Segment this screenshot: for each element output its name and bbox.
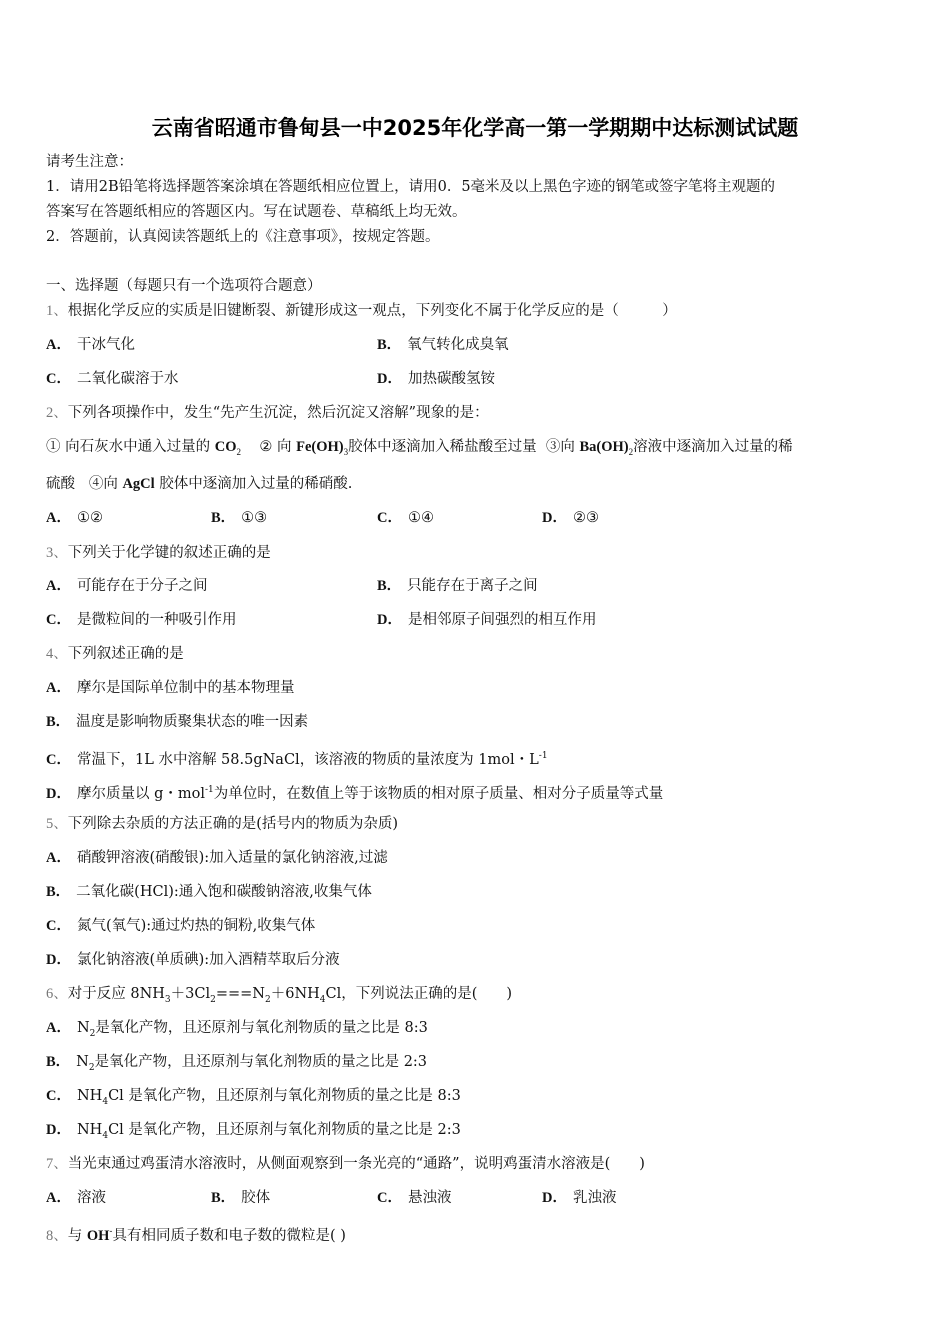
item-2-rest: 胶体中逐滴加入稀盐酸至过量: [348, 439, 537, 455]
q5-option-b: [46, 882, 372, 902]
option-letter: C．: [377, 510, 402, 526]
q7-option-b: [211, 1188, 270, 1208]
option-letter: C．: [46, 612, 71, 628]
option-text: 干冰气化: [76, 337, 135, 353]
option-text: 二氧化碳溶于水: [76, 371, 179, 387]
option-text: 摩尔质量以 g・mol: [76, 785, 205, 802]
option-text: 悬浊液: [407, 1190, 452, 1206]
option-text: 二氧化碳(HCl):通入饱和碳酸钠溶液,收集气体: [76, 884, 372, 900]
option-letter: C．: [46, 1088, 71, 1104]
formula: NH: [76, 1088, 103, 1104]
subscript: 3: [343, 446, 349, 457]
notice-line-3: 2．答题前，认真阅读答题纸上的《注意事项》，按规定答题。: [46, 229, 440, 245]
notice-line-2: 答案写在答题纸相应的答题区内。写在试题卷、草稿纸上均无效。: [46, 204, 467, 220]
option-letter: B．: [211, 510, 236, 526]
question-1-stem: [46, 301, 677, 321]
option-text: 常温下，1L 水中溶解 58.5gNaCl，该溶液的物质的量浓度为 1mol・L: [76, 751, 539, 768]
subscript: 2: [89, 1028, 96, 1039]
question-number: 6、: [46, 986, 68, 1002]
q6-option-d: [46, 1120, 461, 1146]
subscript: 3: [164, 994, 171, 1005]
formula-co2: CO: [214, 439, 237, 455]
option-text: 摩尔是国际单位制中的基本物理量: [76, 680, 295, 696]
option-letter: C．: [46, 751, 71, 768]
equation-part: ＋6NH: [270, 986, 320, 1002]
question-3-stem: [46, 543, 271, 563]
q5-option-c: [46, 916, 315, 936]
q6-option-b: [46, 1052, 427, 1078]
option-text: 是相邻原子间强烈的相互作用: [407, 612, 597, 628]
formula: NH: [76, 1122, 103, 1138]
option-text: Cl 是氧化产物，且还原剂与氧化剂物质的量之比是 2:3: [108, 1122, 461, 1138]
q3-option-d: [377, 610, 596, 630]
question-text-rest: 具有相同质子数和电子数的微粒是( ): [112, 1227, 346, 1244]
equation-part: ＋3Cl: [170, 986, 211, 1002]
q2-items-line-2: [46, 474, 352, 494]
q7-option-c: [377, 1188, 451, 1208]
superscript: -1: [538, 751, 548, 761]
q3-option-b: [377, 576, 538, 596]
notice-line-1: 1．请用2B铅笔将选择题答案涂填在答题纸相应位置上，请用0．5毫米及以上黑色字迹的钢笔或签字笔将主观题的: [46, 179, 776, 195]
option-letter: D．: [46, 1122, 71, 1138]
question-6-stem: [46, 984, 512, 1010]
question-text: 下列叙述正确的是: [67, 646, 184, 662]
question-text: 下列关于化学键的叙述正确的是: [67, 545, 271, 561]
superscript: -: [109, 1227, 113, 1237]
option-text: 是氧化产物，且还原剂与氧化剂物质的量之比是 8:3: [95, 1020, 428, 1036]
question-text: 当光束通过鸡蛋清水溶液时，从侧面观察到一条光亮的“通路”，说明鸡蛋清水溶液是( ): [67, 1156, 645, 1172]
q2-option-c: [377, 508, 434, 528]
question-7-stem: [46, 1154, 645, 1174]
option-letter: B．: [377, 578, 402, 594]
question-text: 下列各项操作中，发生“先产生沉淀，然后沉淀又溶解”现象的是：: [67, 405, 489, 421]
option-text: 是氧化产物，且还原剂与氧化剂物质的量之比是 2:3: [94, 1054, 428, 1070]
question-number: 3、: [46, 545, 68, 561]
option-letter: B．: [46, 1054, 71, 1070]
option-text: ①④: [407, 510, 434, 526]
option-letter: B．: [211, 1190, 236, 1206]
subscript: 4: [102, 1096, 109, 1107]
item-3-text: ③向: [545, 439, 580, 455]
subscript: 2: [236, 446, 241, 457]
option-letter: D．: [377, 612, 402, 628]
question-5-stem: [46, 814, 398, 834]
option-letter: D．: [542, 1190, 567, 1206]
q1-option-c: [46, 369, 178, 389]
option-text: 氮气(氧气):通过灼热的铜粉,收集气体: [76, 918, 316, 934]
question-4-stem: [46, 644, 184, 664]
item-1-text: ① 向石灰水中通入过量的: [46, 439, 215, 455]
option-letter: D．: [377, 371, 402, 387]
equation-part: ===N: [215, 986, 265, 1002]
option-text: 只能存在于离子之间: [407, 578, 538, 594]
option-letter: A．: [46, 850, 71, 866]
option-text: 温度是影响物质聚集状态的唯一因素: [76, 714, 309, 730]
question-number: 2、: [46, 405, 68, 421]
notice-heading: 请考生注意：: [46, 154, 133, 170]
option-text: 是微粒间的一种吸引作用: [76, 612, 237, 628]
option-text: 硝酸钾溶液(硝酸银):加入适量的氯化钠溶液,过滤: [76, 850, 388, 866]
formula: N: [76, 1020, 90, 1036]
option-text: 氯化钠溶液(单质碘):加入酒精萃取后分液: [76, 952, 340, 968]
q7-option-d: [542, 1188, 616, 1208]
option-letter: A．: [46, 510, 71, 526]
q6-option-c: [46, 1086, 461, 1112]
subscript: 2: [88, 1062, 95, 1073]
q2-option-d: [542, 508, 599, 528]
q4-option-d: [46, 780, 663, 804]
option-text: 加热碳酸氢铵: [407, 371, 495, 387]
item-2-text: ② 向: [259, 439, 297, 455]
formula-agcl: AgCl: [122, 476, 155, 492]
page-title: 云南省昭通市鲁甸县一中2025年化学高一第一学期期中达标测试试题: [151, 116, 799, 140]
question-text: 下列除去杂质的方法正确的是(括号内的物质为杂质): [67, 816, 399, 832]
subscript: 2: [628, 446, 634, 457]
q4-option-a: [46, 678, 294, 698]
equation-part: 对于反应 8NH: [67, 986, 165, 1002]
option-text: 可能存在于分子之间: [76, 578, 208, 594]
question-number: 4、: [46, 646, 68, 662]
option-letter: D．: [46, 952, 71, 968]
option-letter: A．: [46, 578, 71, 594]
q2-items-line-1: [46, 437, 793, 462]
option-text: 溶液: [76, 1190, 106, 1206]
q4-option-c: [46, 746, 548, 770]
option-text: ①③: [241, 510, 268, 526]
option-letter: C．: [377, 1190, 402, 1206]
option-letter: A．: [46, 1190, 71, 1206]
option-text: 氧气转化成臭氧: [407, 337, 509, 353]
option-letter: B．: [46, 714, 71, 730]
subscript: 4: [102, 1130, 109, 1141]
q6-option-a: [46, 1018, 428, 1044]
q1-option-b: [377, 335, 509, 355]
option-letter: D．: [46, 785, 71, 802]
formula-fe-oh: Fe(OH): [296, 439, 344, 455]
question-text: 与: [67, 1227, 87, 1244]
question-8-stem: [46, 1222, 346, 1246]
option-letter: B．: [46, 884, 71, 900]
q1-option-a: [46, 335, 135, 355]
option-text-rest: 为单位时，在数值上等于该物质的相对原子质量、相对分子质量等式量: [213, 785, 664, 802]
q2-option-b: [211, 508, 267, 528]
option-letter: B．: [377, 337, 402, 353]
question-text: 根据化学反应的实质是旧键断裂、新键形成这一观点，下列变化不属于化学反应的是（ ）: [67, 303, 677, 319]
option-letter: C．: [46, 371, 71, 387]
option-text: ②③: [572, 510, 599, 526]
option-letter: A．: [46, 337, 71, 353]
option-text: 乳浊液: [572, 1190, 617, 1206]
option-letter: A．: [46, 1020, 71, 1036]
superscript: -1: [205, 785, 214, 795]
question-number: 1、: [46, 303, 68, 319]
subscript: 2: [265, 994, 271, 1005]
question-number: 8、: [46, 1227, 68, 1244]
option-text: ①②: [76, 510, 103, 526]
item-4-rest: 胶体中逐滴加入过量的稀硝酸.: [154, 476, 353, 492]
subscript: 2: [210, 994, 216, 1005]
option-letter: A．: [46, 680, 71, 696]
option-text: 胶体: [241, 1190, 271, 1206]
question-number: 7、: [46, 1156, 68, 1172]
question-2-stem: [46, 403, 489, 423]
q2-option-a: [46, 508, 103, 528]
formula-oh: OH: [86, 1227, 110, 1244]
option-letter: D．: [542, 510, 567, 526]
subscript: 4: [319, 994, 326, 1005]
section-heading: 一、选择题（每题只有一个选项符合题意）: [46, 278, 322, 294]
item-3-rest: 溶液中逐滴加入过量的稀: [633, 439, 793, 455]
item-4-text: ④向: [88, 476, 123, 492]
q5-option-a: [46, 848, 388, 868]
option-text: Cl 是氧化产物，且还原剂与氧化剂物质的量之比是 8:3: [108, 1088, 461, 1104]
q3-option-a: [46, 576, 207, 596]
q5-option-d: [46, 950, 340, 970]
q7-option-a: [46, 1188, 106, 1208]
question-text: Cl，下列说法正确的是( ): [325, 986, 513, 1002]
option-letter: C．: [46, 918, 71, 934]
q4-option-b: [46, 712, 308, 732]
formula-ba-oh: Ba(OH): [579, 439, 629, 455]
q1-option-d: [377, 369, 495, 389]
formula: N: [76, 1054, 89, 1070]
q3-option-c: [46, 610, 236, 630]
item-3-end: 硫酸: [46, 476, 75, 492]
question-number: 5、: [46, 816, 68, 832]
